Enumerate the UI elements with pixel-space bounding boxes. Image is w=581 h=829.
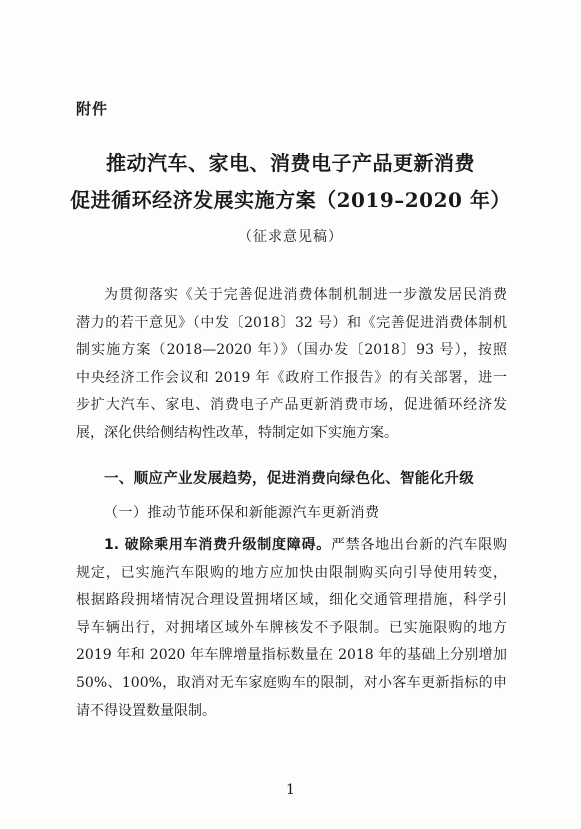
subtitle: （征求意见稿） [238,229,343,245]
item-line: 导车辆出行，对拥堵区域外车牌核发不予限制。已实施限购的地方 [76,619,507,636]
intro-line: 制实施方案（2018—2020 年）》（国办发〔2018〕93 号），按照 [76,342,507,359]
item-line-text: 严禁各地出台新的汽车限购 [330,537,508,553]
item-line: 50%、100%，取消对无车家庭购车的限制，对小客车更新指标的申 [76,674,507,691]
intro-line: 中央经济工作会议和 2019 年《政府工作报告》的有关部署，进一 [76,369,507,386]
subsection-heading-1: （一）推动节能环保和新能源汽车更新消费 [104,505,380,521]
attachment-label: 附件 [76,100,109,118]
item-line: 根据路段拥堵情况合理设置拥堵区域，细化交通管理措施，科学引 [76,592,507,609]
intro-paragraph [76,282,507,448]
intro-line: 潜力的若干意见》（中发〔2018〕32 号）和《完善促进消费体制机 [76,314,507,331]
item-1-title: 1. 破除乘用车消费升级制度障碍。 [104,537,331,553]
title-line-1: 推动汽车、家电、消费电子产品更新消费 [106,151,475,175]
section-heading-1: 一、顺应产业发展趋势，促进消费向绿色化、智能化升级 [104,471,474,487]
intro-line: 步扩大汽车、家电、消费电子产品更新消费市场，促进循环经济发 [76,397,507,414]
item-line: 2019 年和 2020 年车牌增量指标数量在 2018 年的基础上分别增加 [76,647,507,664]
item-line: 规定，已实施汽车限购的地方应加快由限制购买向引导使用转变， [76,564,507,581]
item-line [76,532,507,560]
title-line-2: 促进循环经济发展实施方案（2019–2020 年） [70,188,511,212]
intro-line: 展，深化供给侧结构性改革，特制定如下实施方案。 [76,424,398,441]
item-1-paragraph [76,532,507,725]
intro-line: 为贯彻落实《关于完善促进消费体制机制进一步激发居民消费 [104,287,507,303]
page-number: 1 [286,782,295,798]
item-line: 请不得设置数量限制。 [76,702,216,719]
